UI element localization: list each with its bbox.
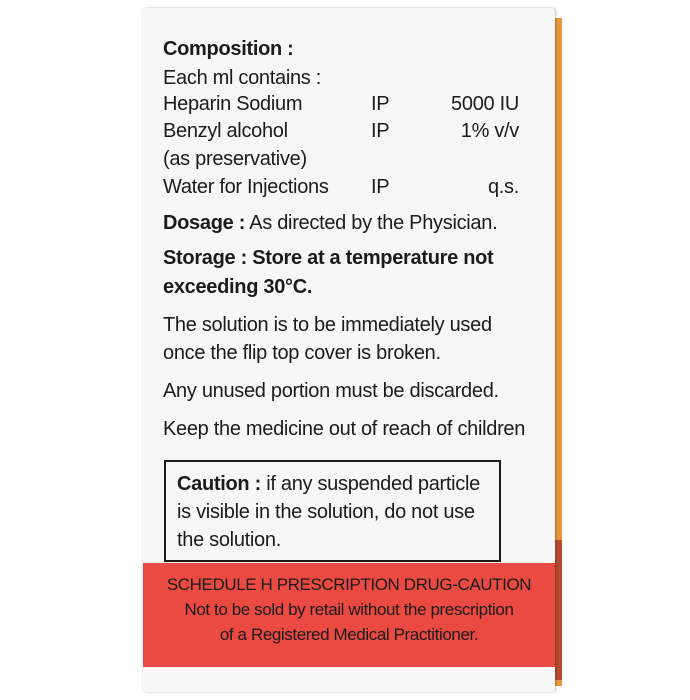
dosage-text: As directed by the Physician.	[249, 212, 498, 234]
ingredient-name: Water for Injections	[163, 176, 329, 198]
ingredient-name: Heparin Sodium	[163, 93, 303, 115]
ingredient-quantity: q.s.	[487, 176, 519, 198]
ingredient-note: (as preservative)	[163, 148, 307, 170]
ingredient-quantity: 5000 IU	[451, 93, 519, 115]
dosage-line	[163, 211, 497, 235]
storage-line-1: Storage : Store at a temperature not	[163, 247, 494, 269]
caution-line-2: is visible in the solution, do not use	[177, 501, 475, 523]
composition-title: Composition :	[163, 38, 294, 60]
caution-box	[164, 460, 501, 562]
ingredient-standard: IP	[371, 176, 390, 198]
solution-line-1: The solution is to be immediately used	[163, 314, 492, 336]
composition-each-ml: Each ml contains :	[163, 67, 322, 89]
ingredient-standard: IP	[371, 93, 390, 115]
schedule-line-1: SCHEDULE H PRESCRIPTION DRUG-CAUTION	[166, 575, 532, 594]
caution-line-3: the solution.	[177, 529, 281, 551]
keep-away-text: Keep the medicine out of reach of children	[163, 418, 526, 440]
ingredient-name: Benzyl alcohol	[163, 120, 288, 142]
storage-line-2: exceeding 30°C.	[163, 276, 313, 298]
schedule-line-3: of a Registered Medical Practitioner.	[219, 625, 479, 644]
caution-line-1	[177, 472, 480, 496]
solution-line-2: once the flip top cover is broken.	[163, 342, 441, 364]
caution-label: Caution :	[177, 473, 261, 495]
dosage-label: Dosage :	[163, 212, 246, 234]
schedule-h-banner	[143, 563, 555, 667]
medicine-label	[143, 8, 555, 692]
ingredient-quantity: 1% v/v	[460, 120, 519, 142]
unused-portion-text: Any unused portion must be discarded.	[163, 380, 499, 402]
ingredient-standard: IP	[371, 120, 390, 142]
schedule-line-2: Not to be sold by retail without the prescription	[184, 600, 514, 619]
caution-text: if any suspended particle	[266, 473, 480, 495]
